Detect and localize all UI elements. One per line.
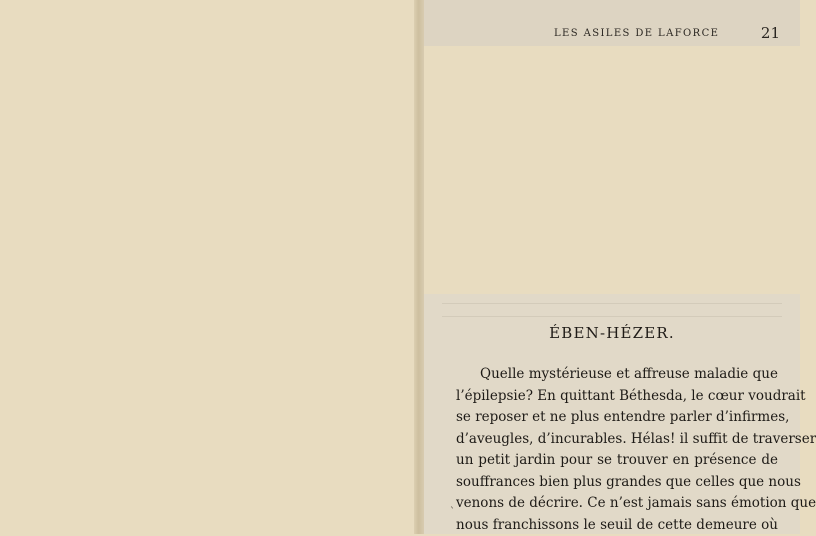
right-page [424,0,800,534]
show-through-texture [442,296,782,320]
body-paragraph [456,364,778,536]
text-area [424,294,800,534]
text-line: l’épilepsie? En quittant Béthesda, le cœur voudrait [456,386,778,408]
text-line: un petit jardin pour se trouver en présence de [456,450,778,472]
ink-speck: ` [450,507,455,518]
book-gutter [414,0,424,534]
text-line: venons de décrire. Ce n’est jamais sans émotion que [456,493,778,515]
running-head: LES ASILES DE LAFORCE [554,28,719,39]
text-line: Quelle mystérieuse et affreuse maladie que [456,364,778,386]
text-line: nous franchissons le seuil de cette demeure où [456,515,778,536]
text-line: d’aveugles, d’incurables. Hélas! il suffit de traverser [456,429,778,451]
text-line: souffrances bien plus grandes que celles que nous [456,472,778,494]
blank-band [424,46,800,294]
page-number: 21 [761,24,780,42]
chapter-title: ÉBEN-HÉZER. [424,324,800,342]
text-line: se reposer et ne plus entendre parler d’infirmes, [456,407,778,429]
header-strip [424,0,800,46]
